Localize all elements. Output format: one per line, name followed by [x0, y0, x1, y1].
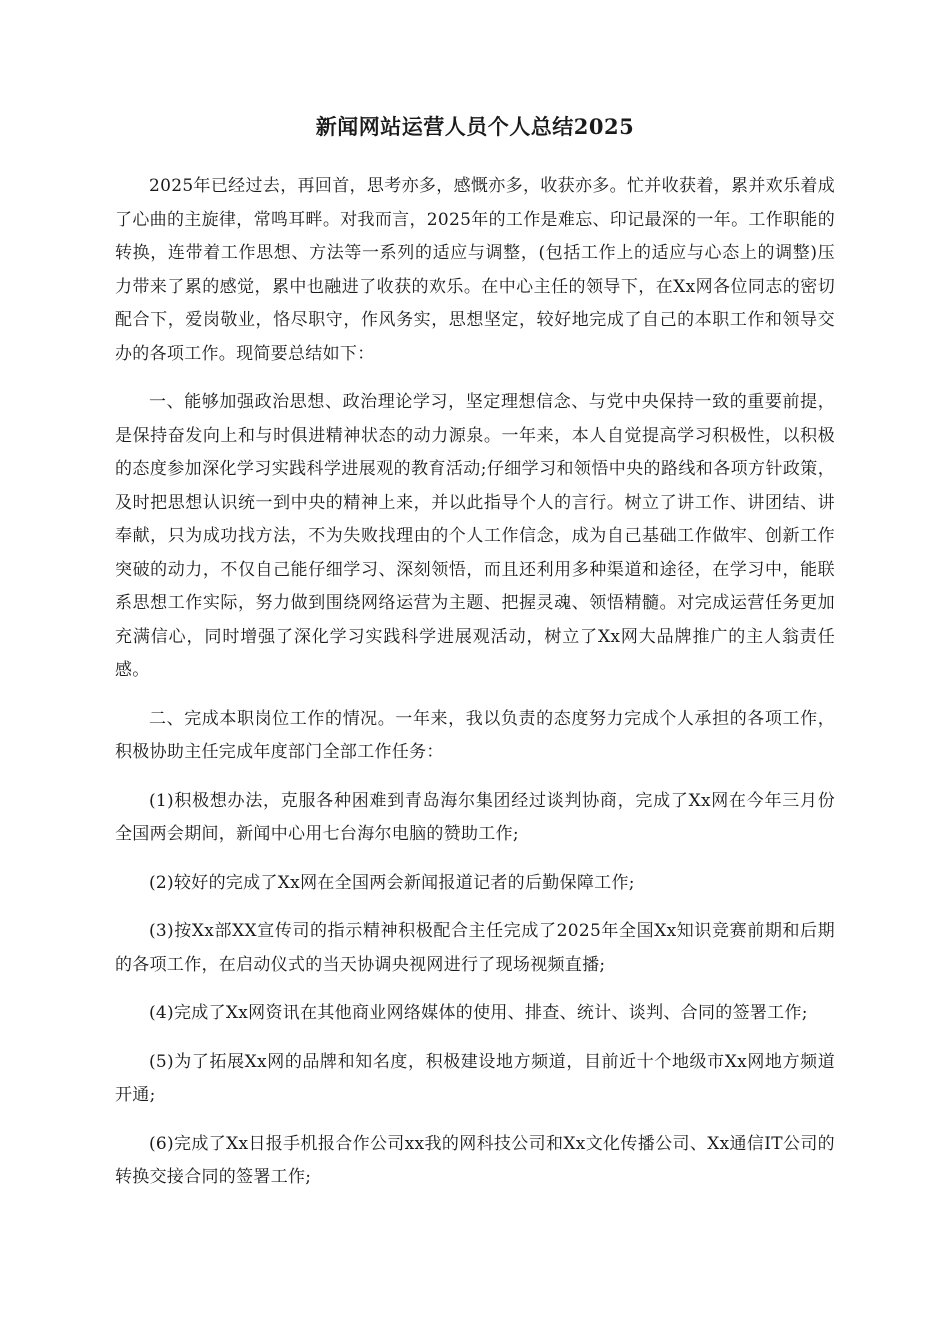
list-item-6: (6)完成了Xx日报手机报合作公司xx我的网科技公司和Xx文化传播公司、Xx通信IT公司的转换交接合同的签署工作;	[115, 1133, 835, 1187]
list-item-2: (2)较好的完成了Xx网在全国两会新闻报道记者的后勤保障工作;	[149, 872, 635, 893]
document-title: 新闻网站运营人员个人总结2025	[315, 114, 635, 139]
paragraph-section-1: 一、能够加强政治思想、政治理论学习，坚定理想信念、与党中央保持一致的重要前提，是保持奋发向上和与时俱进精神状态的动力源泉。一年来，本人自觉提高学习积极性，以积极的态度参加深化学习实践科学进展观的教育活动;仔细学习和领悟中央的路线和各项方针政策，及时把思想认识统一到中央的精神上来，并以此指导个人的言行。树立了讲工作、讲团结、讲奉献，只为成功找方法，不为失败找理由的个人工作信念，成为自己基础工作做牢、创新工作突破的动力，不仅自己能仔细学习、深刻领悟，而且还利用多种渠道和途径，在学习中，能联系思想工作实际，努力做到围绕网络运营为主题、把握灵魂、领悟精髓。对完成运营任务更加充满信心，同时增强了深化学习实践科学进展观活动，树立了Xx网大品牌推广的主人翁责任感。	[115, 392, 835, 680]
list-item-4: (4)完成了Xx网资讯在其他商业网络媒体的使用、排查、统计、谈判、合同的签署工作;	[149, 1003, 808, 1023]
paragraph-section-2: 二、完成本职岗位工作的情况。一年来，我以负责的态度努力完成个人承担的各项工作，积极协助主任完成年度部门全部工作任务：	[115, 708, 835, 762]
paragraph-intro: 2025年已经过去，再回首，思考亦多，感慨亦多，收获亦多。忙并收获着，累并欢乐着成了心曲的主旋律，常鸣耳畔。对我而言，2025年的工作是难忘、印记最深的一年。工作职能的转换，连带着工作思想、方法等一系列的适应与调整，(包括工作上的适应与心态上的调整)压力带来了累的感觉，累中也融进了收获的欢乐。在中心主任的领导下，在Xx网各位同志的密切配合下，爱岗敬业，恪尽职守，作风务实，思想坚定，较好地完成了自己的本职工作和领导交办的各项工作。现简要总结如下：	[115, 176, 835, 364]
list-item-1: (1)积极想办法，克服各种困难到青岛海尔集团经过谈判协商，完成了Xx网在今年三月份全国两会期间，新闻中心用七台海尔电脑的赞助工作;	[115, 790, 835, 844]
list-item-5: (5)为了拓展Xx网的品牌和知名度，积极建设地方频道，目前近十个地级市Xx网地方频道开通;	[115, 1051, 835, 1105]
document-body	[115, 170, 835, 1195]
list-item-3: (3)按Xx部XX宣传司的指示精神积极配合主任完成了2025年全国Xx知识竞赛前期和后期的各项工作，在启动仪式的当天协调央视网进行了现场视频直播;	[115, 921, 835, 975]
